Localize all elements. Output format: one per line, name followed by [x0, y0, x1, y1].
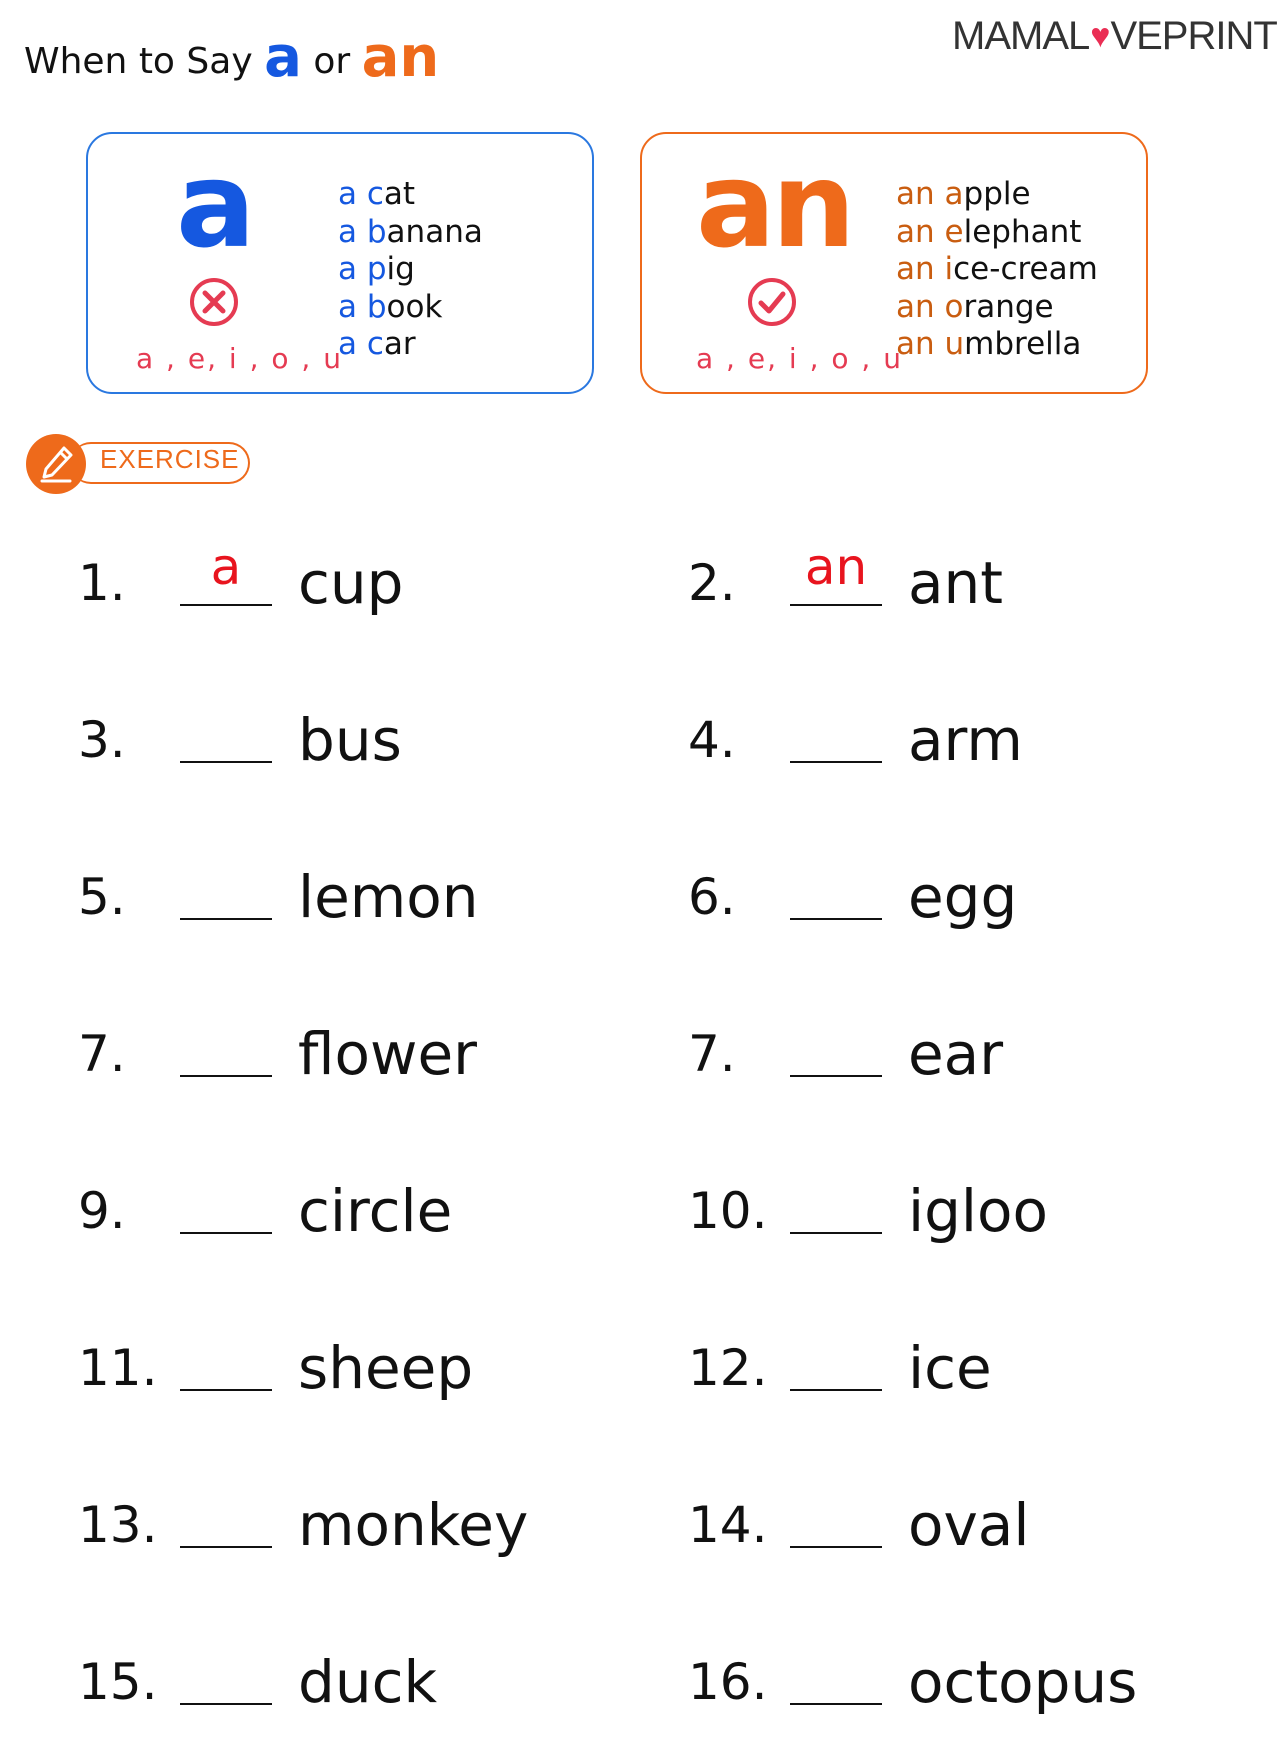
example-list-a [338, 176, 483, 364]
title-or: or [313, 41, 351, 82]
pencil-icon [38, 444, 76, 484]
list-item: a pig [338, 251, 415, 287]
page-title [24, 25, 440, 90]
exercise-item: 11. sheep [78, 1334, 474, 1402]
cross-circle-icon [188, 276, 240, 328]
exercise-item: 7. ear [688, 1020, 1004, 1088]
exercise-item: 16. octopus [688, 1648, 1138, 1716]
title-prefix: When to Say [24, 41, 253, 82]
list-item: a banana [338, 213, 483, 250]
list-item: an umbrella [896, 326, 1082, 362]
logo-text-right: VEPRINT [1110, 14, 1277, 58]
exercise-item: 6. egg [688, 863, 1018, 931]
title-article-a: a [264, 25, 302, 90]
exercise-item: 1. a cup [78, 538, 404, 617]
example-list-an [896, 176, 1098, 364]
answer-blank[interactable]: an [804, 538, 868, 596]
list-item: a book [338, 288, 443, 325]
rule-box-an [640, 132, 1148, 394]
list-item: a car [338, 326, 416, 362]
exercise-item: 2. an ant [688, 538, 1004, 617]
exercise-item: 5. lemon [78, 863, 479, 931]
list-item: an apple [896, 176, 1031, 212]
exercise-item: 15. duck [78, 1648, 438, 1716]
list-item: a cat [338, 176, 416, 212]
list-item: an orange [896, 288, 1054, 325]
exercise-label: EXERCISE [100, 444, 240, 474]
exercise-item: 14. oval [688, 1491, 1030, 1559]
exercise-item: 3. bus [78, 706, 402, 774]
list-item: an elephant [896, 213, 1082, 250]
title-article-an: an [361, 25, 440, 90]
list-item: an ice-cream [896, 251, 1098, 287]
rule-box-a [86, 132, 594, 394]
heart-icon: ♥ [1090, 17, 1110, 55]
rule-letter-an: an [696, 136, 852, 274]
exercise-item: 9. circle [78, 1177, 453, 1245]
brand-logo [952, 14, 1277, 59]
vowels-label: a , e, i , o , u [136, 342, 343, 375]
exercise-item: 4. arm [688, 706, 1023, 774]
exercise-item: 12. ice [688, 1334, 992, 1402]
logo-text-left: MAMAL [952, 14, 1090, 58]
rule-letter-a: a [176, 136, 256, 274]
vowels-label: a , e, i , o , u [696, 342, 903, 375]
exercise-item: 10. igloo [688, 1177, 1049, 1245]
exercise-item: 7. flower [78, 1020, 477, 1088]
answer-blank[interactable]: a [210, 538, 242, 596]
check-circle-icon [746, 276, 798, 328]
exercise-item: 13. monkey [78, 1491, 529, 1559]
